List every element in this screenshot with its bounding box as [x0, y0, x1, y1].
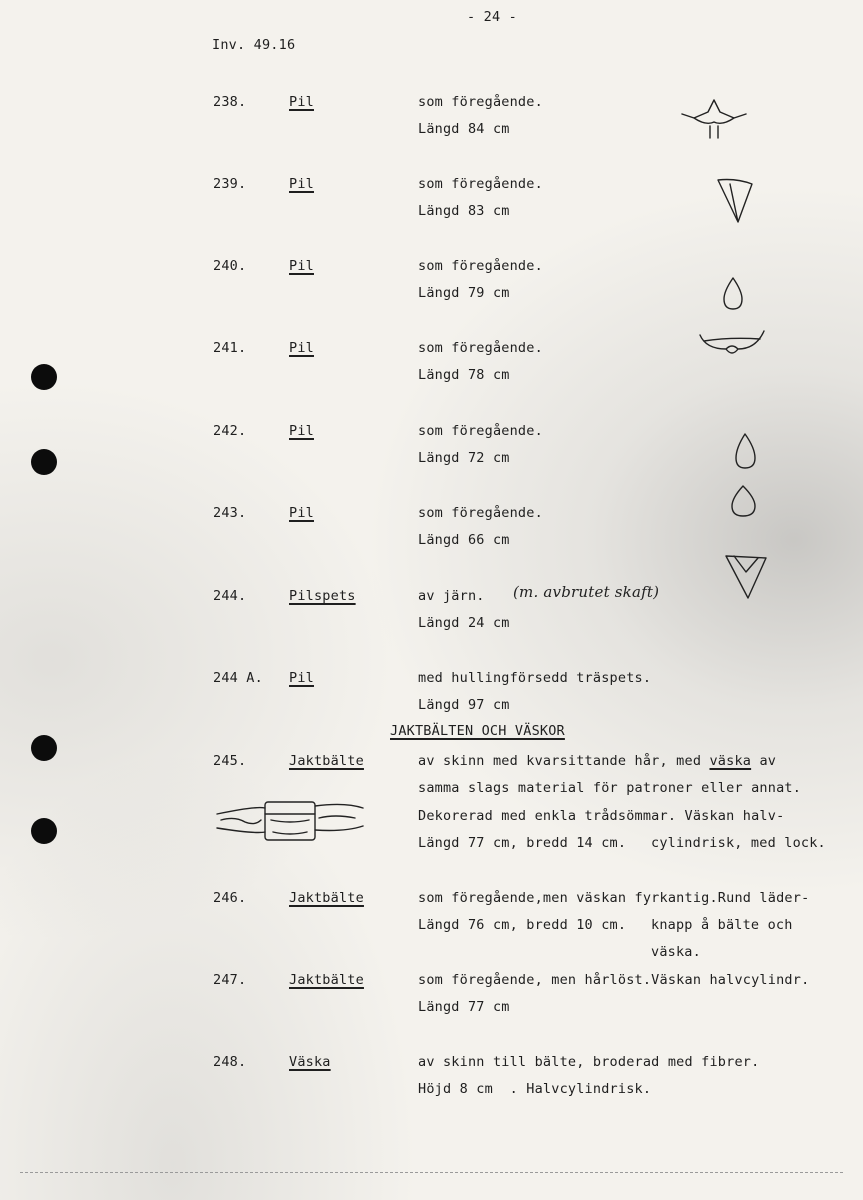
- item-number: 245.: [213, 753, 247, 769]
- item-length: Längd 83 cm: [418, 203, 510, 219]
- item-number: 247.: [213, 972, 247, 988]
- item-length: Längd 79 cm: [418, 285, 510, 301]
- item-length: Längd 84 cm: [418, 121, 510, 137]
- arrowhead-sketch-239: [716, 176, 756, 226]
- item-number: 244.: [213, 588, 247, 604]
- item-length: Längd 76 cm, bredd 10 cm.: [418, 917, 627, 933]
- item-description: väska.: [651, 944, 701, 960]
- item-name: Jaktbälte: [289, 753, 364, 769]
- section-heading: JAKTBÄLTEN OCH VÄSKOR: [390, 723, 565, 739]
- item-name: Pil: [289, 505, 314, 521]
- item-description: som föregående.: [418, 340, 543, 356]
- arrowhead-sketch-241: [696, 325, 768, 361]
- item-description: av skinn till bälte, broderad med fibrer.: [418, 1054, 760, 1070]
- item-name: Pilspets: [289, 588, 356, 604]
- inventory-number: Inv. 49.16: [212, 37, 296, 53]
- item-number: 248.: [213, 1054, 247, 1070]
- item-number: 238.: [213, 94, 247, 110]
- arrowhead-sketch-244: [724, 552, 770, 602]
- punch-hole: [31, 364, 57, 390]
- item-length: Längd 66 cm: [418, 532, 510, 548]
- item-description: som föregående.: [418, 423, 543, 439]
- item-number: 244 A.: [213, 670, 263, 686]
- punch-hole: [31, 449, 57, 475]
- item-length: Längd 78 cm: [418, 367, 510, 383]
- item-description: knapp å bälte och: [651, 917, 793, 933]
- item-description: Dekorerad med enkla trådsömmar. Väskan halv-: [418, 808, 785, 824]
- belt-sketch: [215, 792, 365, 848]
- punch-hole: [31, 818, 57, 844]
- item-name: Väska: [289, 1054, 331, 1070]
- arrowhead-sketch-243: [727, 484, 761, 520]
- item-name: Jaktbälte: [289, 890, 364, 906]
- item-description: som föregående.: [418, 258, 543, 274]
- item-description: med hullingförsedd träspets.: [418, 670, 652, 686]
- item-number: 239.: [213, 176, 247, 192]
- page-number: - 24 -: [467, 9, 517, 25]
- item-length: Höjd 8 cm . Halvcylindrisk.: [418, 1081, 652, 1097]
- item-length: Längd 24 cm: [418, 615, 510, 631]
- item-description: cylindrisk, med lock.: [651, 835, 826, 851]
- item-name: Jaktbälte: [289, 972, 364, 988]
- item-description: som föregående.: [418, 505, 543, 521]
- arrowhead-sketch-242: [731, 432, 761, 472]
- item-length: Längd 97 cm: [418, 697, 510, 713]
- item-name: Pil: [289, 340, 314, 356]
- item-length: Längd 77 cm, bredd 14 cm.: [418, 835, 627, 851]
- item-description: som föregående.: [418, 94, 543, 110]
- item-name: Pil: [289, 258, 314, 274]
- item-name: Pil: [289, 176, 314, 192]
- item-description: av skinn med kvarsittande hår, med väska av: [418, 753, 777, 769]
- item-name: Pil: [289, 94, 314, 110]
- handwritten-note: (m. avbrutet skaft): [513, 583, 660, 601]
- item-number: 242.: [213, 423, 247, 439]
- arrowhead-sketch-240: [718, 275, 748, 315]
- item-description: som föregående.: [418, 176, 543, 192]
- item-description: samma slags material för patroner eller annat.: [418, 780, 802, 796]
- arrowhead-sketch-238: [680, 96, 750, 146]
- item-description: som föregående, men hårlöst.Väskan halvcylindr.: [418, 972, 810, 988]
- item-length: Längd 72 cm: [418, 450, 510, 466]
- item-name: Pil: [289, 423, 314, 439]
- item-number: 241.: [213, 340, 247, 356]
- punch-hole: [31, 735, 57, 761]
- item-description: som föregående,men väskan fyrkantig.Rund läder-: [418, 890, 810, 906]
- item-number: 240.: [213, 258, 247, 274]
- item-length: Längd 77 cm: [418, 999, 510, 1015]
- item-number: 246.: [213, 890, 247, 906]
- item-description: av järn.: [418, 588, 485, 604]
- page-edge-line: [20, 1172, 843, 1173]
- item-number: 243.: [213, 505, 247, 521]
- item-name: Pil: [289, 670, 314, 686]
